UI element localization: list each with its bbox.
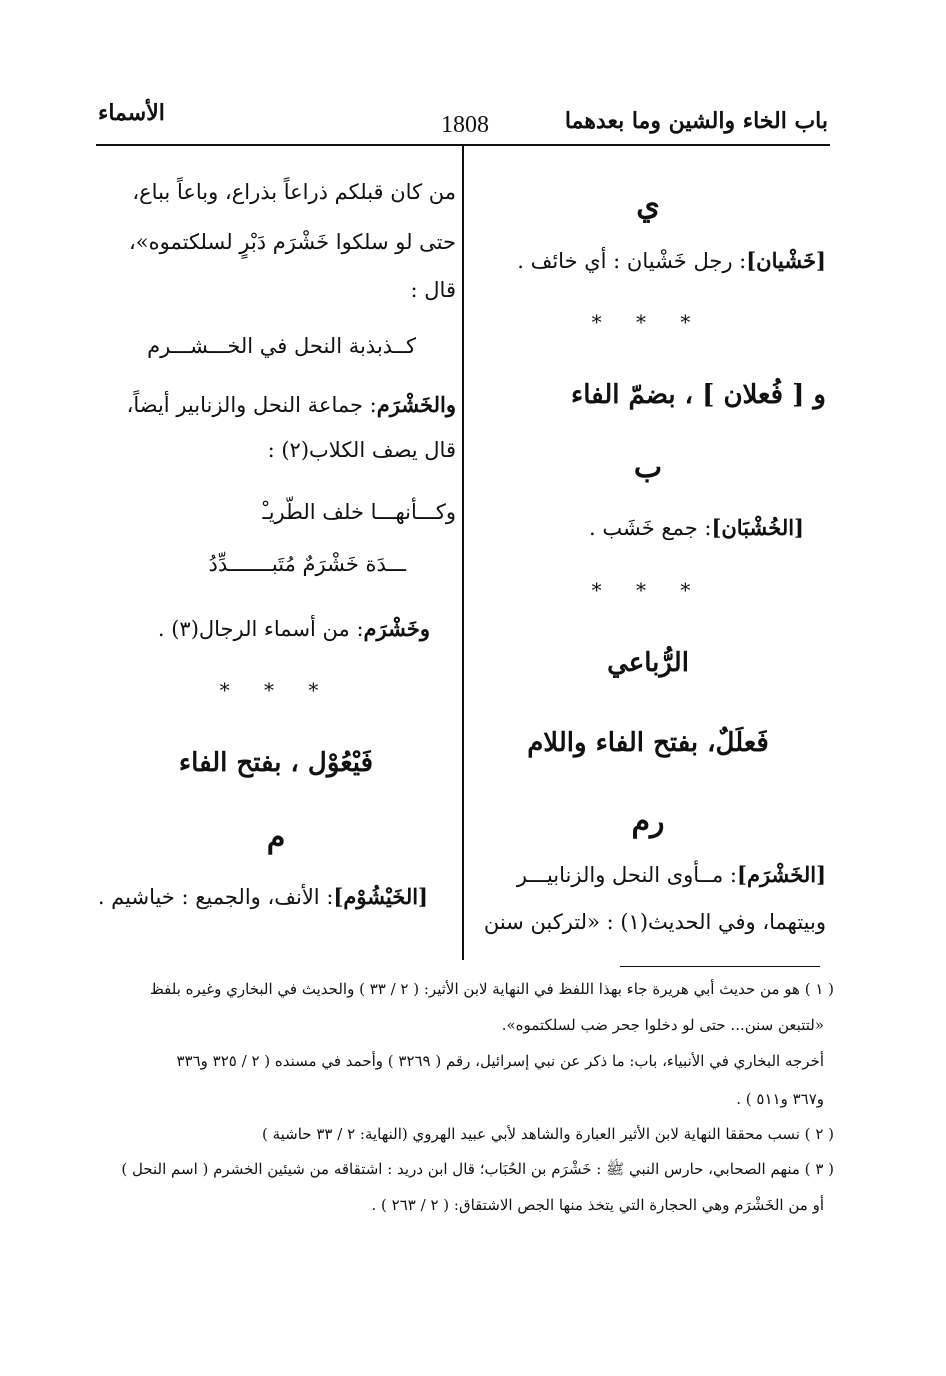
left-column <box>96 160 456 960</box>
footnote-3-line-2: أو من الخَشْرَم وهي الحجارة التي يتخذ منها الجص الاشتقاق: ( ٢ / ٢٦٣ ) . <box>371 1196 824 1214</box>
verse-line-2a: وكـــأنهـــا خلف الطّريـْ <box>262 500 456 524</box>
footnote-1-line-3: أخرجه البخاري في الأنبياء، باب: ما ذكر عن نبي إسرائيل، رقم ( ٣٢٦٩ ) وأحمد في مسنده ( ٢ / ٣٢٥ و٣٣٦ <box>176 1052 824 1070</box>
entry-khushban <box>589 515 804 541</box>
entry-definition: : الأنف، والجميع : خياشيم . <box>97 885 334 909</box>
entry-term: [خَشْيان] <box>746 248 826 273</box>
letter-heading-ya: ي <box>636 188 660 223</box>
pattern-heading-fayul: فَيْعُوْل ، بفتح الفاء <box>178 748 374 778</box>
qala-label: قال : <box>410 278 456 302</box>
hadith-line-2: حتى لو سلكوا خَشْرَم دَبْرٍ لسلكتموه»، <box>129 230 456 254</box>
verse-line-1: كــذبذبة النحل في الخـــشـــرم <box>147 334 416 358</box>
footnote-1-line-2: «لتتبعن سنن... حتى لو دخلوا جحر ضب لسلكتموه». <box>501 1016 824 1034</box>
entry-khashyan <box>517 248 826 274</box>
page-number: 1808 <box>441 112 489 138</box>
right-column <box>470 160 826 960</box>
entry-khayshum <box>98 884 428 910</box>
entry-term: [الخَيْشُوْم] <box>333 884 428 909</box>
entry-definition: : من أسماء الرجال(٣) . <box>157 617 364 641</box>
verse-line-2b: ـــدَة خَشْرَمٌ مُتَبـــــــدِّدُ <box>208 552 406 576</box>
entry-term: [الخَشْرَم] <box>737 862 826 887</box>
entry-khashram-cont: وبيتهما، وفي الحديث(١) : «لتركبن سنن <box>483 910 826 934</box>
entry-term: [الخُشْبَان] <box>711 515 804 540</box>
entry-definition: : مــأوى النحل والزنابيـــر <box>516 863 738 887</box>
footnote-rule <box>620 966 820 967</box>
separator-stars: * * * <box>591 578 705 602</box>
entry-definition: : جمع خَشَب . <box>589 516 712 540</box>
entry-al-khashram <box>127 392 456 418</box>
entry-definition: : جماعة النحل والزنابير أيضاً، <box>126 393 377 417</box>
entry-al-khashram-cont: قال يصف الكلاب(٢) : <box>267 438 456 462</box>
entry-term: وخَشْرَم <box>363 616 430 641</box>
separator-stars: * * * <box>219 678 333 702</box>
entry-khashram <box>517 862 826 888</box>
entry-khashram-name <box>158 616 430 642</box>
section-heading-fulan: و [ فُعلان ] ، بضمّ الفاء <box>571 380 826 410</box>
running-header-chapter: باب الخاء والشين وما بعدهما <box>564 108 828 134</box>
entry-definition: : رجل خَشْيان : أي خائف . <box>517 249 747 273</box>
hadith-line-1: من كان قبلكم ذراعاً بذراع، وباعاً بباع، <box>132 180 456 204</box>
footnote-2: ( ٢ ) نسب محققا النهاية لابن الأثير العبارة والشاهد لأبي عبيد الهروي (النهاية: ٢ / ٣٣ حاشية ) <box>261 1125 834 1143</box>
separator-stars: * * * <box>591 310 705 334</box>
footnote-1-line-4: و٣٦٧ و٥١١ ) . <box>736 1090 824 1108</box>
pattern-heading-falal: فَعلَلٌ، بفتح الفاء واللام <box>527 728 769 758</box>
footnote-3-line-1: ( ٣ ) منهم الصحابي، حارس النبي ﷺ : خَشْرَم بن الحُبَاب؛ قال ابن دريد : اشتقاقه من شيئين الخشرم ( اسم النحل ) <box>121 1160 834 1178</box>
root-heading-rm: رم <box>631 804 665 839</box>
footnote-1-line-1: ( ١ ) هو من حديث أبي هريرة جاء بهذا اللفظ في النهاية لابن الأثير: ( ٢ / ٣٣ ) والحديث في البخاري وغيره بلفظ <box>149 980 834 998</box>
column-divider <box>462 146 464 960</box>
quadrilateral-heading: الرُّباعي <box>607 648 689 678</box>
letter-heading-ba: ب <box>633 450 663 485</box>
running-header-section: الأسماء <box>98 100 165 126</box>
entry-term: والخَشْرَم <box>376 392 456 417</box>
letter-heading-mim: م <box>266 820 286 855</box>
